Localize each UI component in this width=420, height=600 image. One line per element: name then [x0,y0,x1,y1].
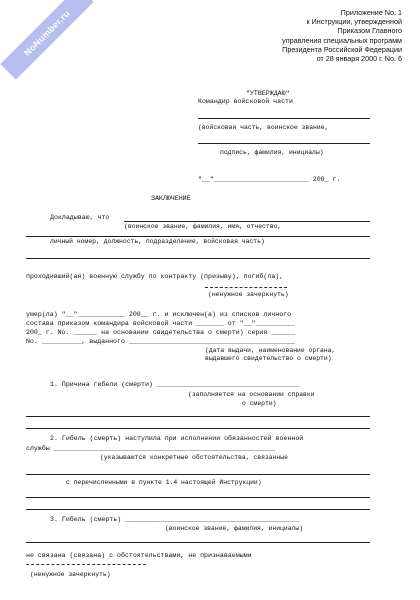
point-1-line-2 [26,416,370,417]
appendix-line: Приложение No. 1 [340,8,402,17]
died-line-3: 200_ г. No. ______ на основании свидетельства о смерти) серия ______ [26,329,296,336]
number-hint: личный номер, должность, подразделение, войсковая часть) [50,238,265,245]
final-text: не связана (связана) с обстоятельствами, не признаваемыми [26,552,252,559]
report-line [124,221,370,222]
point-1-line-3 [26,428,370,429]
approve-date: "__"________________________ 200_ г. [198,176,341,183]
report-line-3 [26,258,370,259]
appendix-line: Приказом Главного [337,26,402,36]
point-3-hint: (воинское звание, фамилия, инициалы) [165,525,304,532]
point-1: 1. Причина гибели (смерти) ____________________________________ [50,381,300,388]
point-2-line [26,474,370,475]
appendix-header [282,8,402,63]
approve-line-2 [198,143,370,144]
point-2-line-3 [26,509,370,510]
watermark-text: NoNumber.ru [22,8,72,58]
died-line-2: состава приказом командира войсковой части _______ от "__"__________ [26,320,296,327]
died-hint-2: выдавшего свидетельство о смерти) [205,355,332,362]
served-text: проходивший(ая) военную службу по контракту (призыву), погиб(ла), [26,273,284,280]
final-hint: (ненужное зачеркнуть) [30,571,111,578]
point-2-a: 2. Гибель (смерть) наступила при исполнении обязанностей военной [50,435,304,442]
report-line-2 [26,236,370,237]
point-3-line [26,542,370,543]
appendix-line: управления специальных программ [282,35,402,45]
served-dash [205,287,287,288]
died-hint-1: (дата выдачи, наименование органа, [205,347,336,354]
approve-commander: Командир войсковой части [198,98,293,105]
point-1-hint-2: о смерти) [242,400,277,407]
point-2-b: службы ________________________________________________________ [26,445,276,452]
point-2-hint-1: (указываются конкретные обстоятельства, связанные [100,454,288,461]
appendix-line: Президента Российской Федерации [282,44,402,54]
died-line-1: умер(ла) "__"____________ 200__ г. и исключен(а) из списков личного [26,311,292,318]
document-title: ЗАКЛЮЧЕНИЕ [151,195,191,202]
approve-hint-1: (войсковая часть, воинское звание, [198,124,329,131]
appendix-line: к Инструкции, утвержденной [306,17,402,27]
point-3: 3. Гибель (смерть) ____________________________________________ [50,516,300,523]
rank-hint: (воинское звание, фамилия, имя, отчество, [124,223,282,230]
final-dash [26,564,146,565]
approve-line-1 [198,118,370,119]
point-2-line-2 [26,497,370,498]
appendix-line: от 28 января 2000 г. No. 6 [316,54,402,64]
report-intro: Докладываю, что [50,214,110,221]
served-hint: (ненужное зачеркнуть) [208,291,289,298]
watermark-logo [0,0,93,80]
approve-hint-2: подпись, фамилия, инициалы) [220,149,324,156]
point-1-hint-1: (заполняется на основании справки [188,391,315,398]
died-line-4: No. __________, выданного __________________________________________ [26,338,296,345]
approve-title: "УТВЕРЖДАЮ" [246,90,290,97]
point-2-hint-2: с перечисленными в пункте 1.4 настоящей Инструкции) [66,479,262,486]
